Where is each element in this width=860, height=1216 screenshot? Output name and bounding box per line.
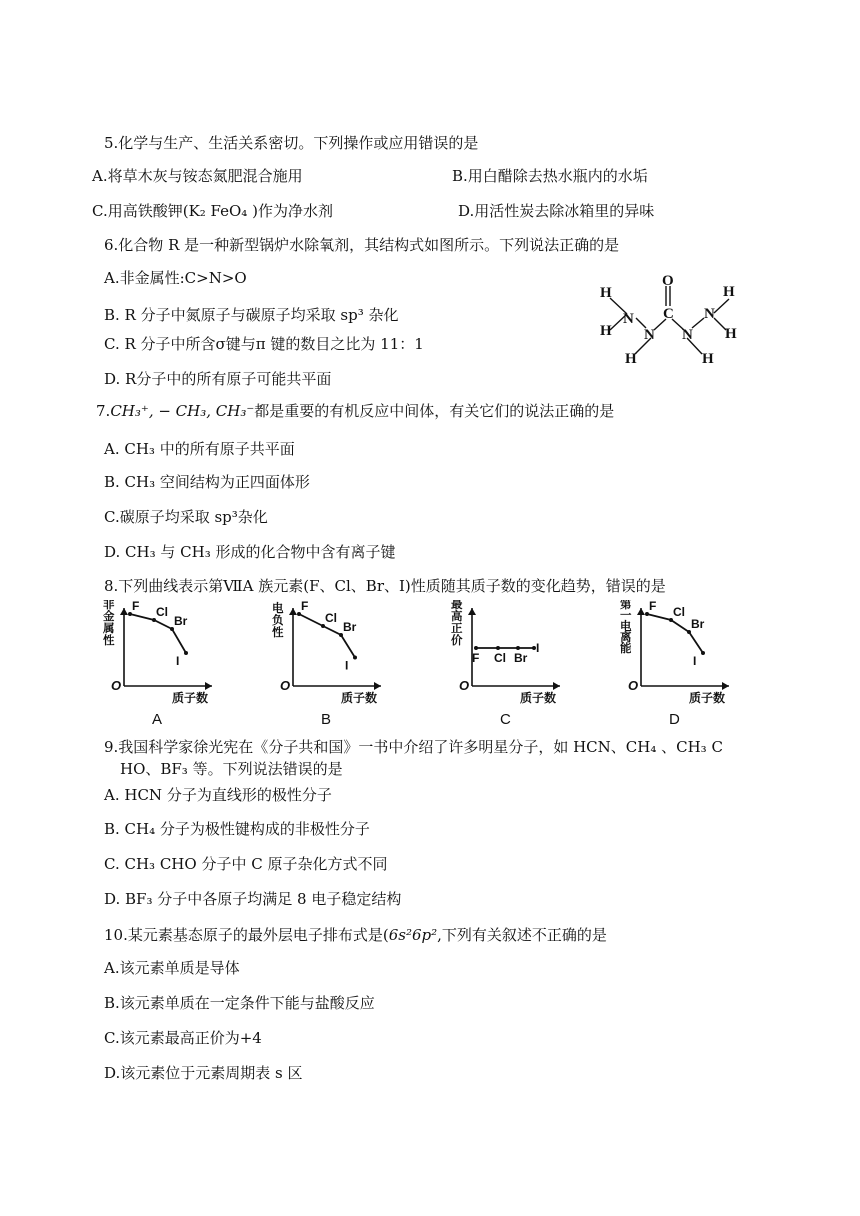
origin-label: O bbox=[459, 678, 470, 693]
q10-stem bbox=[104, 925, 607, 945]
q7-stem-suffix: 都是重要的有机反应中间体，有关它们的说法正确的是 bbox=[254, 402, 615, 420]
y-label-char: 金 bbox=[103, 611, 115, 623]
q8-stem: 8.下列曲线表示第ⅦA 族元素(F、Cl、Br、I)性质随其质子数的变化趋势，错误的是 bbox=[104, 577, 666, 595]
q6-option-d: D. R分子中的所有原子可能共平面 bbox=[104, 370, 332, 388]
q8-chart-b bbox=[269, 600, 409, 730]
q10-stem-prefix: 10.某元素基态原子的最外层电子排布式是( bbox=[104, 926, 389, 944]
data-point-i bbox=[184, 651, 188, 655]
point-label-i: I bbox=[693, 654, 697, 668]
q5-options-row1 bbox=[92, 166, 782, 186]
atom-h4: H bbox=[702, 351, 714, 367]
q9-option-a: A. HCN 分子为直线形的极性分子 bbox=[104, 786, 332, 804]
point-label-br: Br bbox=[343, 620, 357, 634]
q9-stem-line1: 9.我国科学家徐光宪在《分子共和国》一书中介绍了许多明星分子，如 HCN、CH₄ 、CH₃ C bbox=[104, 738, 723, 756]
q5-options-row2 bbox=[92, 201, 782, 221]
q10-config: 6s²6p² bbox=[388, 926, 438, 944]
q5-option-c: C.用高铁酸钾(K₂ FeO₄ )作为净水剂 bbox=[92, 202, 333, 220]
atom-o: O bbox=[662, 273, 674, 289]
y-axis-arrow bbox=[120, 608, 128, 615]
atom-h3: H bbox=[625, 351, 637, 367]
point-label-br: Br bbox=[174, 614, 188, 628]
point-label-i: I bbox=[536, 641, 540, 655]
chart-letter: A bbox=[152, 711, 163, 728]
point-label-cl: Cl bbox=[325, 611, 337, 625]
atom-h2: H bbox=[600, 323, 612, 339]
point-label-cl: Cl bbox=[156, 605, 168, 619]
atom-n3: N bbox=[682, 327, 693, 343]
q7-stem-prefix: 7. bbox=[96, 402, 111, 420]
structure-diagram bbox=[590, 268, 760, 368]
atom-h5: H bbox=[723, 284, 735, 300]
y-label-char: 价 bbox=[451, 635, 463, 647]
y-axis-arrow bbox=[468, 608, 476, 615]
x-label: 质子数 bbox=[341, 691, 378, 705]
q6-stem: 6.化合物 R 是一种新型锅炉水除氧剂，其结构式如图所示。下列说法正确的是 bbox=[104, 236, 620, 254]
y-axis-arrow bbox=[637, 608, 645, 615]
x-axis-arrow bbox=[205, 682, 212, 690]
x-label: 质子数 bbox=[689, 691, 726, 705]
chart-letter: C bbox=[500, 711, 511, 728]
x-label: 质子数 bbox=[172, 691, 209, 705]
q6-option-b: B. R 分子中氮原子与碳原子均采取 sp³ 杂化 bbox=[104, 306, 399, 324]
y-label-char: 性 bbox=[272, 627, 284, 639]
origin-label: O bbox=[280, 678, 291, 693]
point-label-f: F bbox=[301, 600, 309, 613]
y-label-char: 属 bbox=[103, 623, 115, 635]
q9-option-c: C. CH₃ CHO 分子中 C 原子杂化方式不同 bbox=[104, 855, 388, 873]
q7-stem bbox=[96, 401, 614, 421]
y-label-char: 电 bbox=[620, 621, 632, 633]
y-label-char: 能 bbox=[620, 643, 632, 655]
y-label-char: 性 bbox=[103, 635, 115, 647]
q8-chart-c bbox=[448, 600, 588, 730]
q5-option-d: D.用活性炭去除冰箱里的异味 bbox=[458, 202, 655, 220]
q5-stem: 5.化学与生产、生活关系密切。下列操作或应用错误的是 bbox=[104, 134, 479, 152]
point-label-br: Br bbox=[691, 617, 705, 631]
point-label-f: F bbox=[649, 600, 657, 613]
x-axis-arrow bbox=[553, 682, 560, 690]
atom-c: C bbox=[663, 306, 674, 322]
q9-stem-line2: HO、BF₃ 等。下列说法错误的是 bbox=[120, 760, 343, 778]
atom-n1: N bbox=[623, 311, 634, 327]
q9-option-b: B. CH₄ 分子为极性键构成的非极性分子 bbox=[104, 820, 370, 838]
y-label-char: 最 bbox=[451, 600, 463, 611]
atom-h6: H bbox=[725, 326, 737, 342]
atom-n4: N bbox=[704, 306, 715, 322]
q10-stem-suffix: ,下列有关叙述不正确的是 bbox=[437, 926, 607, 944]
q6-option-a: A.非金属性:C>N>O bbox=[104, 269, 247, 287]
point-label-f: F bbox=[132, 600, 140, 613]
y-label-char: 一 bbox=[620, 610, 632, 622]
data-point-br bbox=[516, 646, 520, 650]
point-label-i: I bbox=[176, 654, 180, 668]
x-axis-arrow bbox=[374, 682, 381, 690]
y-label-char: 第 bbox=[620, 600, 632, 611]
q9-option-d: D. BF₃ 分子中各原子均满足 8 电子稳定结构 bbox=[104, 890, 402, 908]
chart-letter: D bbox=[669, 711, 680, 728]
chart-letter: B bbox=[321, 711, 332, 728]
q8-chart-a bbox=[100, 600, 240, 730]
q7-option-d: D. CH₃ 与 CH₃ 形成的化合物中含有离子键 bbox=[104, 543, 396, 561]
point-label-i: I bbox=[345, 658, 349, 673]
data-point-cl bbox=[496, 646, 500, 650]
point-label-f: F bbox=[472, 651, 480, 665]
q10-option-a: A.该元素单质是导体 bbox=[104, 959, 240, 977]
data-point-i bbox=[701, 651, 705, 655]
data-point-f bbox=[474, 646, 478, 650]
x-label: 质子数 bbox=[520, 691, 557, 705]
q10-option-b: B.该元素单质在一定条件下能与盐酸反应 bbox=[104, 994, 375, 1012]
atom-h1: H bbox=[600, 285, 612, 301]
q7-option-c: C.碳原子均采取 sp³杂化 bbox=[104, 508, 268, 526]
q10-option-c: C.该元素最高正价为+4 bbox=[104, 1029, 262, 1047]
q5-option-b: B.用白醋除去热水瓶内的水垢 bbox=[452, 167, 648, 185]
y-label-char: 负 bbox=[272, 615, 284, 627]
origin-label: O bbox=[111, 678, 122, 693]
q7-species-1: CH₃⁺ bbox=[110, 402, 149, 420]
q7-option-a: A. CH₃ 中的所有原子共平面 bbox=[104, 440, 295, 458]
x-axis-arrow bbox=[722, 682, 729, 690]
q8-chart-d bbox=[617, 600, 757, 730]
y-label-char: 正 bbox=[451, 623, 463, 635]
q10-option-d: D.该元素位于元素周期表 s 区 bbox=[104, 1064, 303, 1082]
q7-species-3: , CH₃⁻ bbox=[206, 402, 255, 420]
y-label-char: 电 bbox=[272, 603, 284, 615]
point-label-cl: Cl bbox=[494, 651, 506, 665]
atom-n2: N bbox=[644, 327, 655, 343]
q5-option-a: A.将草木灰与铵态氮肥混合施用 bbox=[92, 167, 303, 185]
y-label-char: 非 bbox=[103, 600, 115, 611]
point-label-br: Br bbox=[514, 651, 528, 665]
y-label-char: 高 bbox=[451, 611, 463, 623]
origin-label: O bbox=[628, 678, 639, 693]
q7-species-2: , − CH₃ bbox=[148, 402, 207, 420]
y-label-char: 离 bbox=[620, 632, 632, 644]
data-point-i bbox=[353, 656, 357, 660]
point-label-cl: Cl bbox=[673, 605, 685, 619]
y-axis-arrow bbox=[289, 608, 297, 615]
q6-option-c: C. R 分子中所含σ键与π 键的数目之比为 11：1 bbox=[104, 335, 424, 353]
q7-option-b: B. CH₃ 空间结构为正四面体形 bbox=[104, 473, 310, 491]
